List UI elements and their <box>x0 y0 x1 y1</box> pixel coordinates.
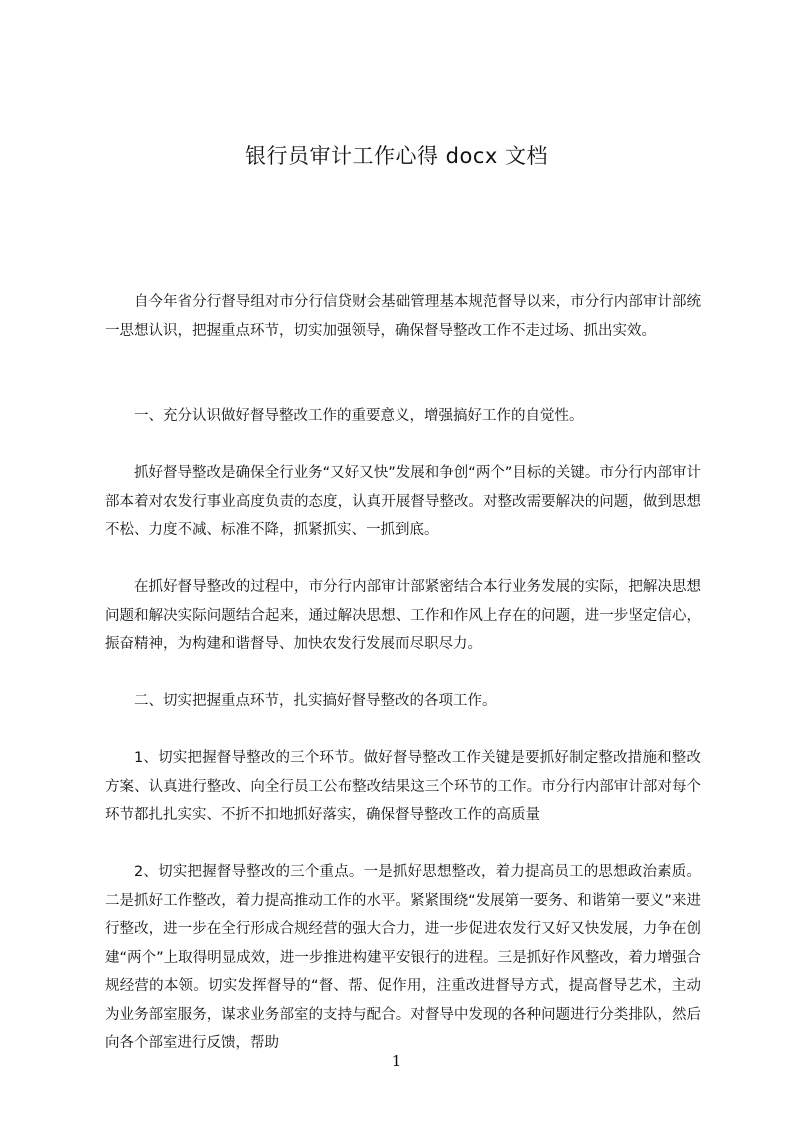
page-number: 1 <box>391 1052 402 1070</box>
document-title: 银行员审计工作心得 docx 文档 <box>244 144 548 168</box>
document-body <box>105 288 701 1115</box>
paragraph-three-links: 1、切实把握督导整改的三个环节。做好督导整改工作关键是要抓好制定整改措施和整改方案、认真进行整改、向全行员工公布整改结果这三个环节的工作。市分行内部审计部对每个环节都扎扎实实、不折不扣地抓好落实，确保督导整改工作的高质量 <box>105 750 701 823</box>
paragraph-intro: 自今年省分行督导组对市分行信贷财会基础管理基本规范督导以来，市分行内部审计部统一思想认识，把握重点环节，切实加强领导，确保督导整改工作不走过场、抓出实效。 <box>105 294 701 339</box>
paragraph-key-significance: 抓好督导整改是确保全行业务“又好又快”发展和争创“两个”目标的关键。市分行内部审计部本着对农发行事业高度负责的态度，认真开展督导整改。对整改需要解决的问题，做到思想不松、力度不减、标准不降，抓紧抓实、一抓到底。 <box>105 465 701 538</box>
section-heading-1: 一、充分认识做好督导整改工作的重要意义，增强搞好工作的自觉性。 <box>134 408 584 424</box>
section-heading-2: 二、切实把握重点环节，扎实搞好督导整改的各项工作。 <box>134 693 497 709</box>
paragraph-three-focuses: 2、切实把握督导整改的三个重点。一是抓好思想整改，着力提高员工的思想政治素质。二是抓好工作整改，着力提高推动工作的水平。紧紧围绕“发展第一要务、和谐第一要义”来进行整改，进一步在全行形成合规经营的强大合力，进一步促进农发行又好又快发展，力争在创建“两个”上取得明显成效，进一步推进构建平安银行的进程。三是抓好作风整改，着力增强合规经营的本领。切实发挥督导的“督、帮、促作用，注重改进督导方式，提高督导艺术，主动为业务部室服务，谋求业务部室的支持与配合。对督导中发现的各种问题进行分类排队，然后向各个部室进行反馈，帮助 <box>105 864 701 1051</box>
paragraph-integration: 在抓好督导整改的过程中，市分行内部审计部紧密结合本行业务发展的实际，把解决思想问题和解决实际问题结合起来，通过解决思想、工作和作风上存在的问题，进一步坚定信心，振奋精神，为构建和谐督导、加快农发行发展而尽职尽力。 <box>105 579 701 652</box>
